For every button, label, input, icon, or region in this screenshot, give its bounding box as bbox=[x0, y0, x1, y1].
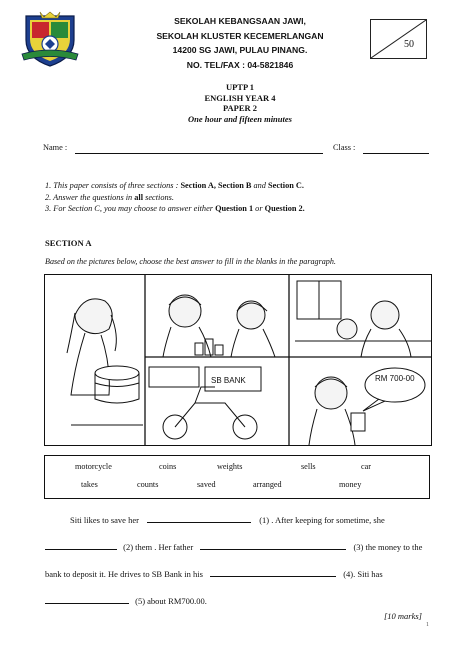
school-crest-logo bbox=[18, 10, 82, 68]
comic-panels-drawing bbox=[45, 275, 431, 445]
school-address-line: 14200 SG JAWI, PULAU PINANG. bbox=[172, 45, 308, 55]
word-option: saved bbox=[197, 480, 216, 489]
word-option: car bbox=[361, 462, 371, 471]
word-option: weights bbox=[217, 462, 243, 471]
word-option: sells bbox=[301, 462, 316, 471]
instruction-1: 1. This paper consists of three sections : Section A, Section B and Section C. bbox=[45, 181, 304, 190]
page-number: 1 bbox=[426, 622, 429, 628]
blank-2[interactable] bbox=[45, 541, 117, 550]
word-option: motorcycle bbox=[75, 462, 112, 471]
speech-bubble-text: RM 700-00 bbox=[375, 374, 415, 383]
total-marks-box bbox=[370, 19, 427, 59]
exam-duration: One hour and fifteen minutes bbox=[188, 113, 292, 124]
instruction-2: 2. Answer the questions in all sections. bbox=[45, 192, 174, 202]
section-a-title: SECTION A bbox=[45, 238, 92, 248]
total-marks-value: 50 bbox=[404, 39, 414, 50]
school-header bbox=[130, 14, 350, 72]
exam-subject: ENGLISH YEAR 4 bbox=[204, 92, 276, 103]
paragraph-line-3: bank to deposit it. He drives to SB Bank in his (4). Siti has bbox=[45, 569, 383, 579]
exam-paper: PAPER 2 bbox=[222, 103, 258, 113]
comic-illustration bbox=[44, 274, 432, 446]
blank-4[interactable] bbox=[210, 568, 336, 577]
blank-1[interactable] bbox=[147, 514, 251, 523]
bank-sign-label: SB BANK bbox=[211, 376, 246, 385]
word-bank bbox=[44, 455, 430, 499]
name-label: Name : bbox=[43, 143, 68, 152]
exam-name: UPTP 1 bbox=[225, 82, 255, 92]
paragraph-line-2: (2) them . Her father (3) the money to the bbox=[45, 541, 422, 552]
blank-5[interactable] bbox=[45, 595, 129, 604]
instructions bbox=[45, 180, 435, 215]
word-option: takes bbox=[81, 480, 98, 489]
word-option: money bbox=[339, 480, 362, 489]
exam-titles bbox=[130, 82, 350, 124]
word-option: coins bbox=[159, 462, 177, 471]
word-option: arranged bbox=[253, 480, 282, 489]
paragraph-line-1: Siti likes to save her (1) . After keeping for sometime, she bbox=[70, 515, 385, 525]
word-option: counts bbox=[137, 480, 159, 489]
section-marks: [10 marks] bbox=[383, 611, 422, 621]
school-cluster-line: SEKOLAH KLUSTER KECEMERLANGAN bbox=[156, 30, 324, 41]
diagonal-line-icon bbox=[371, 20, 426, 58]
class-label: Class : bbox=[333, 143, 356, 152]
section-a-instruction: Based on the pictures below, choose the best answer to fill in the blanks in the paragraph. bbox=[45, 257, 336, 266]
blank-3[interactable] bbox=[200, 541, 346, 550]
school-name-line: SEKOLAH KEBANGSAAN JAWI, bbox=[174, 16, 306, 26]
class-field[interactable] bbox=[363, 153, 429, 154]
school-phone-line: NO. TEL/FAX : 04-5821846 bbox=[186, 59, 294, 70]
paragraph-line-4: (5) about RM700.00. bbox=[45, 595, 207, 606]
name-field[interactable] bbox=[75, 153, 323, 154]
instruction-3: 3. For Section C, you may choose to answer either Question 1 or Question 2. bbox=[45, 204, 305, 213]
